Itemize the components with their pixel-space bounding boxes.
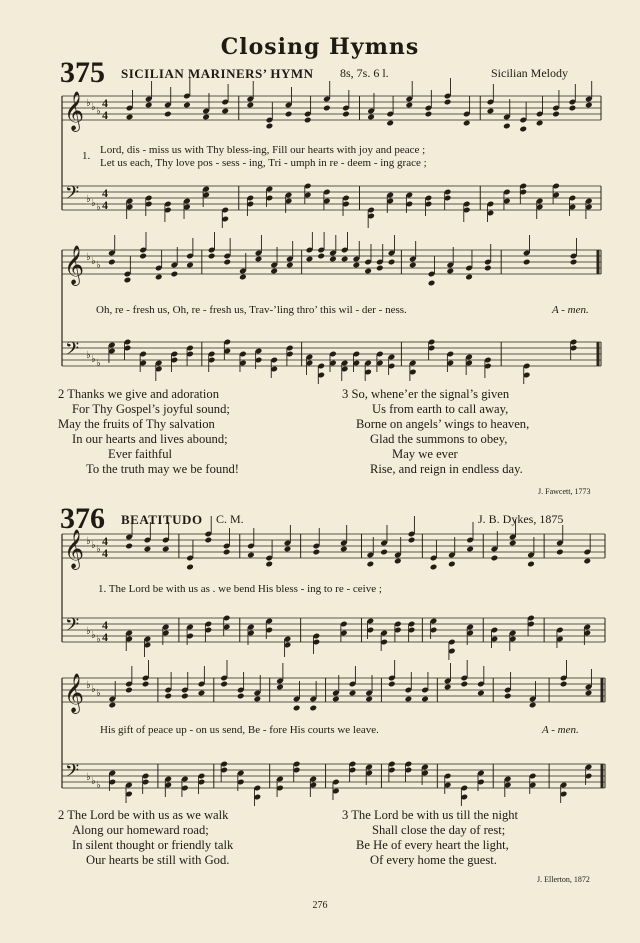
melody-note [285, 111, 293, 118]
melody-note [428, 280, 436, 287]
flat-icon: ♭ [91, 630, 96, 641]
melody-note [552, 111, 560, 118]
time-signature: 4 [102, 534, 108, 548]
melody-note [484, 265, 492, 272]
melody-note [317, 253, 325, 260]
flat-icon: ♭ [91, 354, 96, 365]
time-signature: 4 [102, 630, 108, 644]
verse-line: Ever faithful [108, 447, 172, 461]
author-credit-376: J. Ellerton, 1872 [537, 875, 590, 884]
verse-line: For Thy Gospel’s joyful sound; [72, 402, 230, 416]
melody-note [332, 696, 340, 703]
verse-line: Shall close the day of rest; [372, 823, 506, 837]
flat-icon: ♭ [96, 106, 101, 117]
melody-note [491, 555, 499, 562]
flat-icon: ♭ [91, 198, 96, 209]
verse-line: Rise, and reign in endless day. [370, 462, 523, 476]
melody-note [204, 537, 212, 544]
hymn-number-375: 375 [60, 56, 105, 89]
amen-376: A - men. [542, 724, 579, 736]
composer-375: Sicilian Melody [491, 66, 568, 80]
melody-note [164, 693, 172, 700]
melody-note [284, 546, 292, 553]
verse-line: In silent thought or friendly talk [72, 838, 234, 852]
section-title: Closing Hymns [220, 34, 420, 60]
melody-note [444, 99, 452, 106]
melody-note [405, 102, 413, 109]
melody-note [208, 253, 216, 260]
melody-note [477, 690, 485, 697]
verse-line: Along our homeward road; [72, 823, 209, 837]
melody-note [425, 111, 433, 118]
melody-note [523, 259, 531, 266]
melody-note [254, 696, 262, 703]
melody-note [276, 684, 284, 691]
melody-note [313, 549, 321, 556]
melody-note [144, 546, 152, 553]
melody-note [536, 120, 544, 127]
melody-note [556, 549, 564, 556]
melody-note [270, 268, 278, 275]
melody-note [386, 120, 394, 127]
melody-note [126, 114, 134, 121]
meter-376: C. M. [216, 512, 244, 526]
melody-note [186, 262, 194, 269]
melody-note [155, 274, 163, 281]
meter-375: 8s, 7s. 6 l. [340, 66, 389, 80]
flat-icon: ♭ [91, 256, 96, 267]
verse-line: 3 The Lord be with us till the night [342, 808, 519, 822]
melody-note [519, 126, 527, 133]
melody-note [223, 259, 231, 266]
flat-icon: ♭ [96, 358, 101, 369]
verse-line: May the fruits of Thy salvation [58, 417, 215, 431]
melody-note [239, 274, 247, 281]
flat-icon: ♭ [96, 634, 101, 645]
melody-note [125, 687, 133, 694]
melody-note [145, 102, 153, 109]
time-signature: 4 [102, 618, 108, 632]
hymn-number-376: 376 [60, 502, 105, 535]
tune-name-376: BEATITUDO [121, 512, 203, 527]
melody-note [125, 543, 133, 550]
flat-icon: ♭ [96, 544, 101, 555]
melody-note [124, 277, 132, 284]
melody-note [527, 561, 535, 568]
time-signature: 4 [102, 546, 108, 560]
verse-line: Our hearts be still with God. [86, 853, 230, 867]
melody-note [570, 259, 578, 266]
melody-note [487, 108, 495, 115]
lyric-line-375-1a: Lord, dis - miss us with Thy bless-ing, Fill our hearts with joy and peace ; [100, 144, 426, 156]
verse-line: In our hearts and lives abound; [72, 432, 228, 446]
melody-note [171, 271, 179, 278]
verse-line: Be He of every heart the light, [356, 838, 509, 852]
melody-note [509, 540, 517, 547]
melody-note [409, 262, 417, 269]
melody-note [376, 265, 384, 272]
melody-note [569, 105, 577, 112]
verse-line: May we ever [392, 447, 458, 461]
treble-clef-icon: 𝄞 [64, 529, 85, 569]
melody-note [560, 681, 568, 688]
melody-note [529, 702, 537, 709]
flat-icon: ♭ [91, 102, 96, 113]
melody-note [202, 114, 210, 121]
melody-note [388, 681, 396, 688]
melody-note [504, 693, 512, 700]
melody-note [306, 256, 314, 263]
melody-note [583, 558, 591, 565]
flat-icon: ♭ [86, 350, 91, 361]
melody-note [367, 561, 375, 568]
melody-note [585, 690, 593, 697]
flat-icon: ♭ [86, 98, 91, 109]
verse-block-375-2 [58, 387, 239, 477]
melody-note [186, 564, 194, 571]
flat-icon: ♭ [86, 252, 91, 263]
melody-note [181, 693, 189, 700]
melody-note [139, 253, 147, 260]
verse-line: 2 Thanks we give and adoration [58, 387, 219, 401]
melody-note [329, 256, 337, 263]
flat-icon: ♭ [96, 202, 101, 213]
melody-note [405, 696, 413, 703]
melody-note [466, 546, 474, 553]
melody-note [304, 117, 312, 124]
lyric-line-375-1b: Let us each, Thy love pos - sess - ing, Tri - umph in re - deem - ing grace ; [100, 157, 427, 169]
melody-note [255, 256, 263, 263]
melody-note [323, 105, 331, 112]
melody-note [465, 274, 473, 281]
melody-note [108, 702, 116, 709]
melody-note [247, 552, 255, 559]
flat-icon: ♭ [86, 194, 91, 205]
flat-icon: ♭ [96, 780, 101, 791]
treble-clef-icon: 𝄞 [64, 91, 85, 131]
melody-note [246, 102, 254, 109]
bass-clef-icon: 𝄢 [65, 339, 80, 364]
page-number: 276 [312, 900, 328, 911]
melody-note [266, 123, 274, 130]
melody-note [142, 681, 150, 688]
melody-note [585, 102, 593, 109]
composer-376: J. B. Dykes, 1875 [478, 512, 564, 526]
melody-note [342, 111, 350, 118]
verse-block-375-3 [342, 387, 529, 477]
melody-note [183, 102, 191, 109]
melody-note [448, 561, 456, 568]
melody-note [446, 268, 454, 275]
melody-note [309, 705, 317, 712]
amen-375: A - men. [552, 304, 589, 316]
verse-line: Glad the summons to obey, [370, 432, 508, 446]
melody-note [293, 705, 301, 712]
flat-icon: ♭ [91, 776, 96, 787]
verse-block-376-3 [342, 808, 518, 868]
time-signature: 4 [102, 198, 108, 212]
melody-note [340, 546, 348, 553]
melody-note [286, 262, 294, 269]
melody-note [503, 123, 511, 130]
melody-note [421, 696, 429, 703]
melody-note [353, 262, 361, 269]
verse-line: 2 The Lord be with us as we walk [58, 808, 229, 822]
melody-note [108, 259, 116, 266]
melody-note [341, 256, 349, 263]
time-signature: 4 [102, 186, 108, 200]
verse-line: Borne on angels’ wings to heaven, [356, 417, 530, 431]
stanza-number-375: 1. [82, 150, 91, 162]
time-signature: 4 [102, 108, 108, 122]
melody-note [365, 696, 373, 703]
melody-note [221, 108, 229, 115]
melody-note [162, 546, 170, 553]
melody-note [198, 690, 206, 697]
flat-icon: ♭ [96, 260, 101, 271]
treble-clef-icon: 𝄞 [64, 673, 85, 713]
verse-line: 3 So, whene’er the signal’s given [342, 387, 510, 401]
melody-note [444, 684, 452, 691]
melody-note [463, 120, 471, 127]
verse-block-376-2 [58, 808, 233, 868]
melody-note [265, 561, 273, 568]
melody-note [380, 549, 388, 556]
tune-name-375: SICILIAN MARINERS’ HYMN [121, 66, 314, 81]
flat-icon: ♭ [86, 626, 91, 637]
flat-icon: ♭ [86, 536, 91, 547]
melody-note [220, 681, 228, 688]
lyric-line-375-2: Oh, re - fresh us, Oh, re - fresh us, Trav-’ling thro’ this wil - der - ness. [96, 304, 407, 316]
melody-note [460, 681, 468, 688]
bass-clef-icon: 𝄢 [65, 615, 80, 640]
flat-icon: ♭ [91, 684, 96, 695]
melody-note [430, 564, 438, 571]
melody-note [408, 537, 416, 544]
melody-note [367, 114, 375, 121]
verse-line: Us from earth to call away, [372, 402, 509, 416]
bass-clef-icon: 𝄢 [65, 183, 80, 208]
melody-note [394, 558, 402, 565]
melody-note [237, 693, 245, 700]
melody-note [349, 690, 357, 697]
verse-line: To the truth may we be found! [86, 462, 240, 476]
verse-line: Of every home the guest. [370, 853, 497, 867]
author-credit-375: J. Fawcett, 1773 [538, 487, 591, 496]
melody-note [164, 111, 172, 118]
time-signature: 4 [102, 96, 108, 110]
flat-icon: ♭ [86, 680, 91, 691]
flat-icon: ♭ [91, 540, 96, 551]
flat-icon: ♭ [96, 688, 101, 699]
melody-note [388, 259, 396, 266]
flat-icon: ♭ [86, 772, 91, 783]
treble-clef-icon: 𝄞 [64, 245, 85, 285]
melody-note [223, 549, 231, 556]
lyric-line-376-1: 1. The Lord be with us as . we bend His bless - ing to re - ceive ; [98, 583, 382, 595]
lyric-line-376-2: His gift of peace up - on us send, Be - fore His courts we leave. [100, 724, 379, 736]
melody-note [364, 268, 372, 275]
bass-clef-icon: 𝄢 [65, 761, 80, 786]
